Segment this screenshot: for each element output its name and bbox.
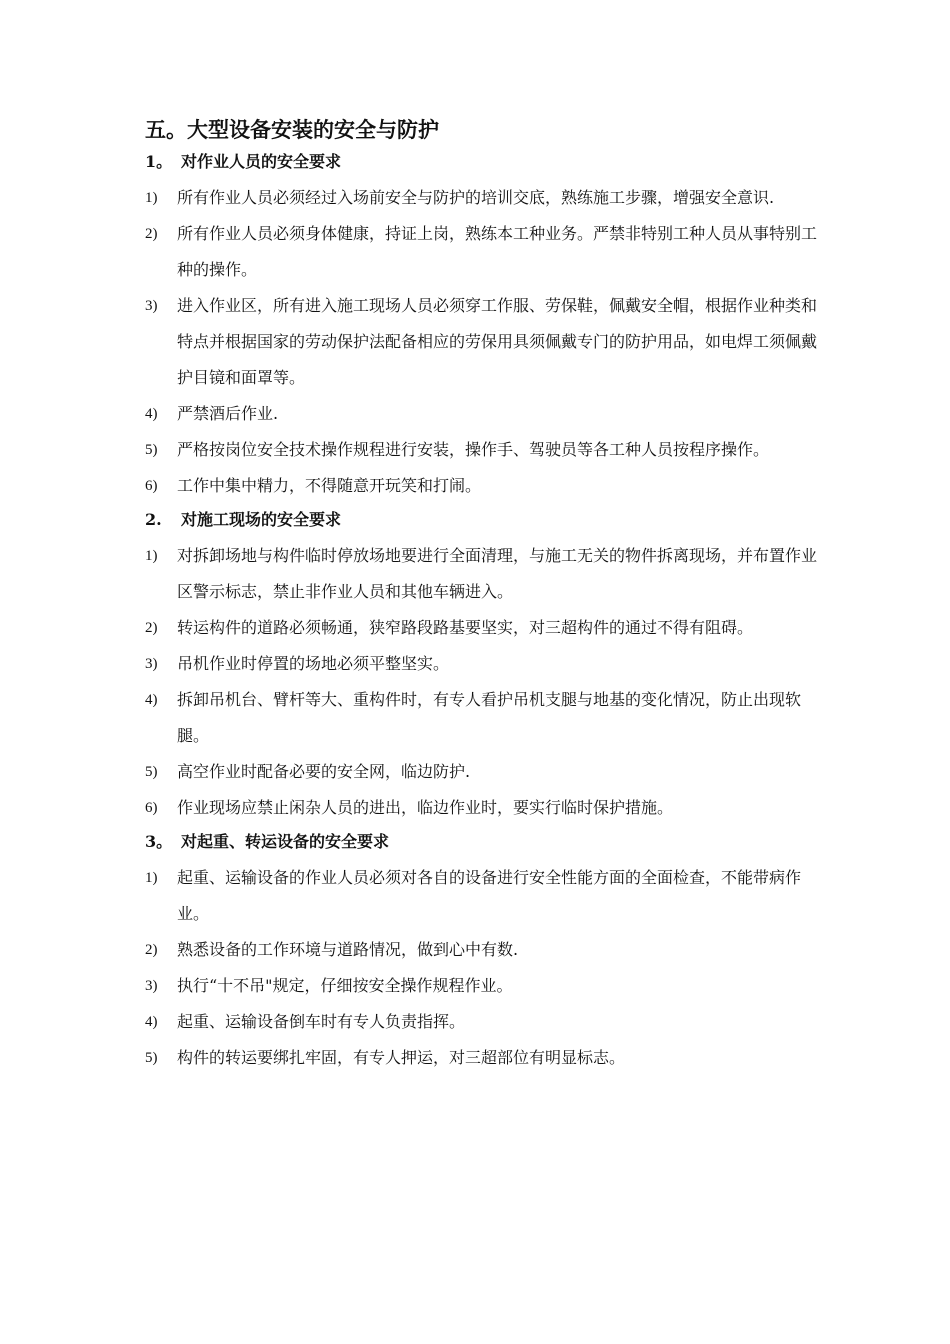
list-item xyxy=(145,216,825,288)
section-title: 对作业人员的安全要求 xyxy=(181,152,342,171)
section-heading xyxy=(145,508,825,532)
list-item-number: 3) xyxy=(145,656,158,672)
document-body xyxy=(145,116,825,1076)
list-item xyxy=(145,968,825,1004)
list-item xyxy=(145,790,825,826)
list-item-text: 所有作业人员必须经过入场前安全与防护的培训交底，熟练施工步骤，增强安全意识. xyxy=(177,188,775,207)
list-item-number: 2) xyxy=(145,942,158,958)
list-item-text: 吊机作业时停置的场地必须平整坚实。 xyxy=(177,654,450,673)
list-item-number: 5) xyxy=(145,764,158,780)
section-number: 1。 xyxy=(145,152,173,171)
page-title: 五。大型设备安装的安全与防护 xyxy=(145,117,439,142)
list-item-text: 执行“十不吊"规定，仔细按安全操作规程作业。 xyxy=(177,976,513,995)
list-item xyxy=(145,932,825,968)
list-item-text: 转运构件的道路必须畅通，狭窄路段路基要坚实，对三超构件的通过不得有阻碍。 xyxy=(177,618,754,637)
list-item xyxy=(145,682,825,754)
list-item xyxy=(145,754,825,790)
section-number: 2. xyxy=(145,510,162,529)
list-item-number: 4) xyxy=(145,1014,158,1030)
list-item-text: 起重、运输设备的作业人员必须对各自的设备进行安全性能方面的全面检查，不能带病作业。 xyxy=(177,868,802,923)
list-item-text: 进入作业区，所有进入施工现场人员必须穿工作服、劳保鞋，佩戴安全帽，根据作业种类和特点并根据国家的劳动保护法配备相应的劳保用具须佩戴专门的防护用品，如电焊工须佩戴护目镜和面罩等。 xyxy=(177,296,818,387)
list-item-number: 3) xyxy=(145,298,158,314)
list-item xyxy=(145,432,825,468)
list-item-text: 构件的转运要绑扎牢固，有专人押运，对三超部位有明显标志。 xyxy=(177,1048,626,1067)
list-item xyxy=(145,538,825,610)
list-item-number: 2) xyxy=(145,226,158,242)
list-item-text: 严禁酒后作业. xyxy=(177,404,279,423)
sections-container xyxy=(145,150,825,1076)
list-item-number: 2) xyxy=(145,620,158,636)
list-item xyxy=(145,180,825,216)
list-item-number: 4) xyxy=(145,406,158,422)
list-item xyxy=(145,1004,825,1040)
list-item xyxy=(145,1040,825,1076)
section-title: 对施工现场的安全要求 xyxy=(181,510,342,529)
list-item-number: 4) xyxy=(145,692,158,708)
list-item-text: 拆卸吊机台、臂杆等大、重构件时，有专人看护吊机支腿与地基的变化情况，防止出现软腿。 xyxy=(177,690,802,745)
list-item-text: 高空作业时配备必要的安全网，临边防护. xyxy=(177,762,471,781)
list-item xyxy=(145,288,825,396)
section-number: 3。 xyxy=(145,832,173,851)
list-item-number: 1) xyxy=(145,548,158,564)
section-heading xyxy=(145,150,825,174)
list-item xyxy=(145,610,825,646)
section-title: 对起重、转运设备的安全要求 xyxy=(181,832,390,851)
list-item xyxy=(145,468,825,504)
list-item-text: 工作中集中精力，不得随意开玩笑和打闹。 xyxy=(177,476,482,495)
list-item-text: 所有作业人员必须身体健康，持证上岗，熟练本工种业务。严禁非特别工种人员从事特别工种的操作。 xyxy=(177,224,818,279)
section-heading xyxy=(145,830,825,854)
list-item-number: 6) xyxy=(145,800,158,816)
list-item xyxy=(145,396,825,432)
list-item-number: 1) xyxy=(145,190,158,206)
list-item-text: 对拆卸场地与构件临时停放场地要进行全面清理，与施工无关的物件拆离现场，并布置作业区警示标志，禁止非作业人员和其他车辆进入。 xyxy=(177,546,818,601)
list-item-number: 3) xyxy=(145,978,158,994)
list-item-text: 严格按岗位安全技术操作规程进行安装，操作手、驾驶员等各工种人员按程序操作。 xyxy=(177,440,770,459)
list-item xyxy=(145,860,825,932)
list-item-number: 1) xyxy=(145,870,158,886)
list-item-text: 起重、运输设备倒车时有专人负责指挥。 xyxy=(177,1012,466,1031)
list-item-text: 作业现场应禁止闲杂人员的进出，临边作业时，要实行临时保护措施。 xyxy=(177,798,674,817)
list-item-number: 6) xyxy=(145,478,158,494)
list-item-text: 熟悉设备的工作环境与道路情况，做到心中有数. xyxy=(177,940,519,959)
list-item xyxy=(145,646,825,682)
list-item-number: 5) xyxy=(145,1050,158,1066)
list-item-number: 5) xyxy=(145,442,158,458)
